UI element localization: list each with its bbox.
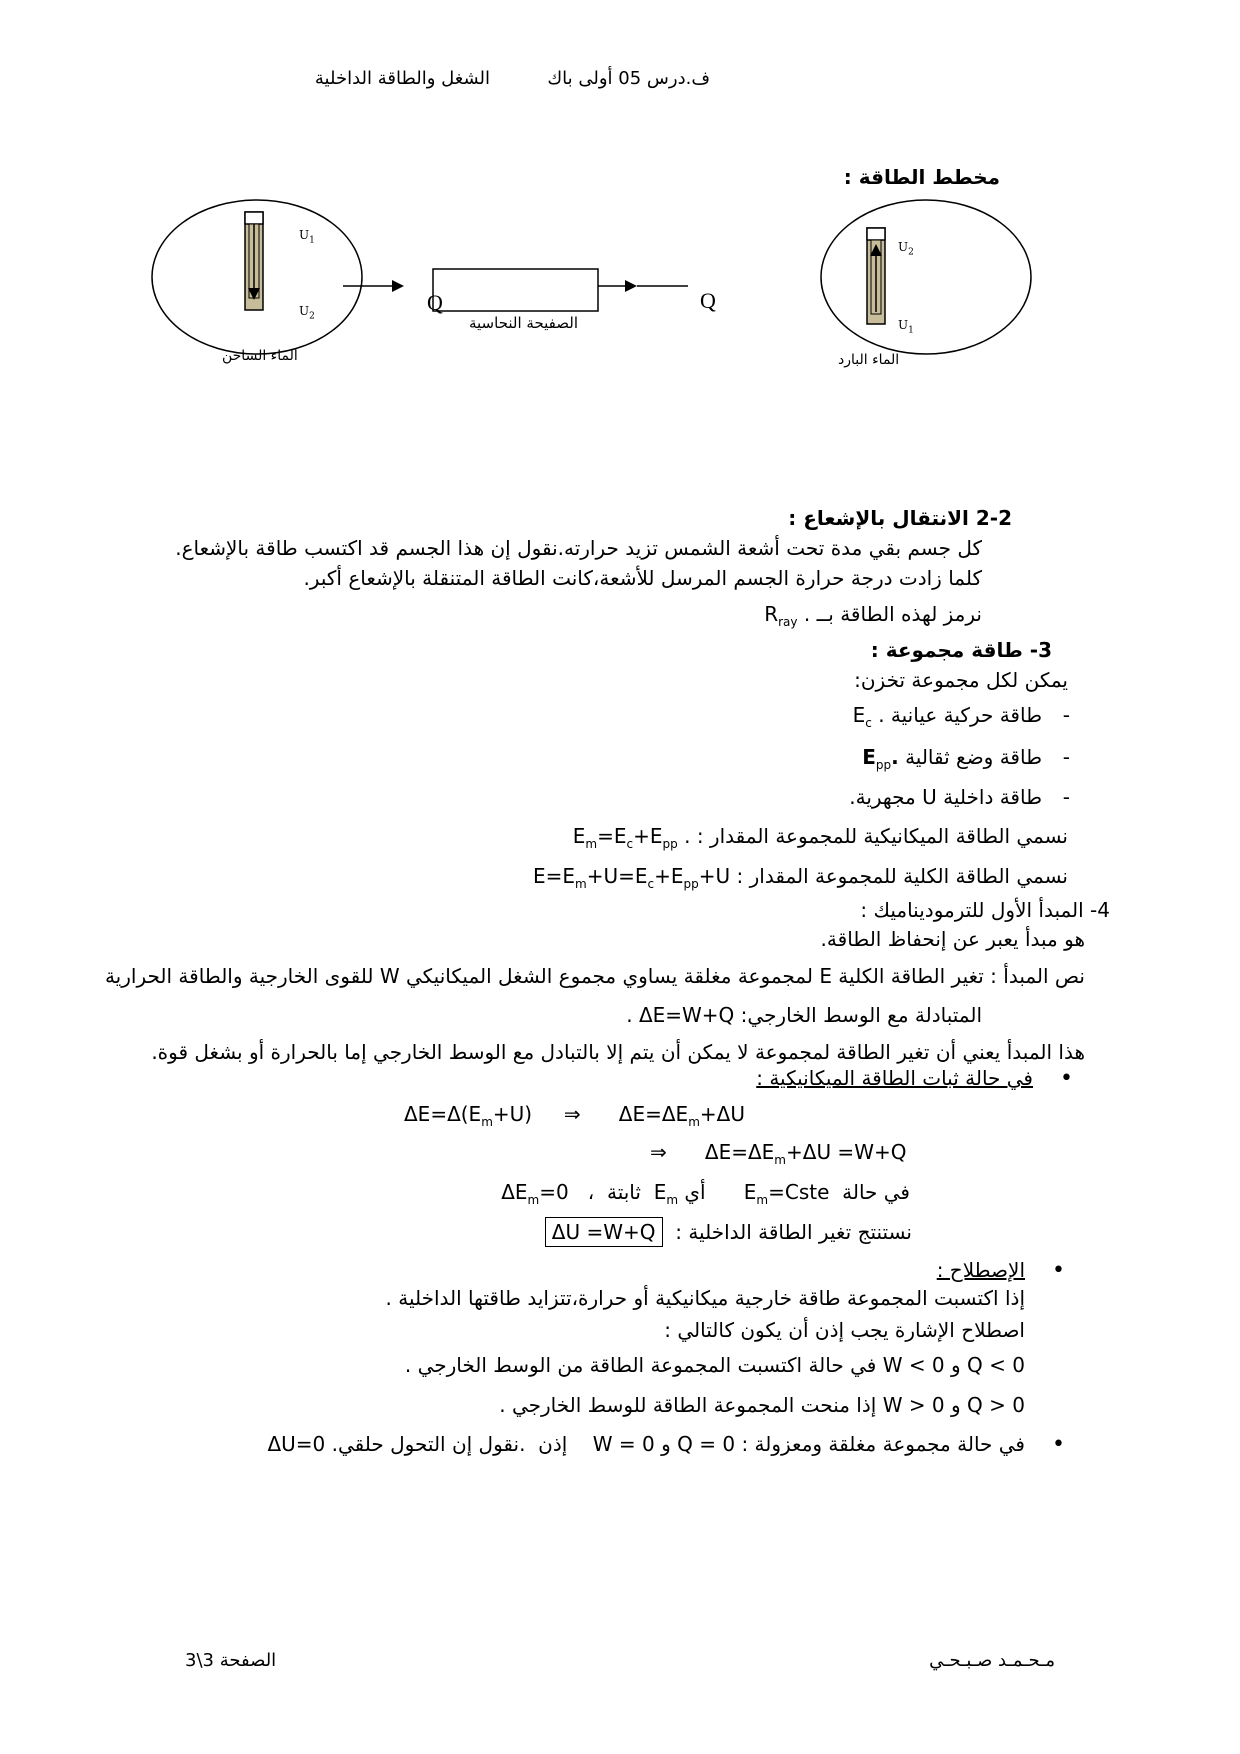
right-u-bottom: $U_1$ [898, 318, 914, 336]
s3-item3: - طاقة داخلية U مجهرية. [849, 785, 1042, 809]
header-title: الشغل والطاقة الداخلية [314, 68, 490, 89]
s3-total: نسمي الطاقة الكلية للمجموعة المقدار : $E=E_m+U=E_c+E_{pp}+U$ [532, 864, 1068, 891]
conv2: اصطلاح الإشارة يجب إذن أن يكون كالتالي : [664, 1318, 1025, 1342]
isolated: • في حالة مجموعة مغلقة ومعزولة : W = 0 و Q = 0 إذن ΔU=0 .نقول إن التحول حلقي. [267, 1432, 1025, 1456]
arrow-right-icon [625, 280, 637, 292]
header-course: ف.درس 05 أولى باك [547, 68, 710, 89]
energy-diagram-right [140, 190, 1080, 410]
conv1: إذا اكتسبت المجموعة طاقة خارجية ميكانيكية أو حرارة،تتزايد طاقتها الداخلية . [385, 1286, 1025, 1310]
s3-mech: نسمي الطاقة الميكانيكية للمجموعة المقدار : $E_m=E_c+E_{pp}$ . [572, 824, 1068, 851]
cold-label: الماء البارد [838, 352, 900, 368]
s22-title: 2-2 الانتقال بالإشعاع : [788, 506, 1012, 530]
arrow-right-icon [392, 280, 404, 292]
eq-1: $\Delta E=\Delta(E_m+U)$ ⇒ $\Delta E=\Delta E_m+\Delta U$ [404, 1102, 745, 1129]
s4-title: 4- المبدأ الأول للترموديناميك : [860, 898, 1110, 922]
s22-p1: كل جسم بقي مدة تحت أشعة الشمس تزيد حرارته.نقول إن هذا الجسم قد اكتسب طاقة بالإشعاع. [175, 536, 982, 560]
footer-page: الصفحة 3\3 [185, 1650, 277, 1671]
s3-item1: - طاقة حركية عيانية $E_c$ . [853, 703, 1042, 730]
s3-title: 3- طاقة مجموعة : [870, 638, 1052, 662]
s4-line1: هو مبدأ يعبر عن إنحفاظ الطاقة. [820, 927, 1085, 951]
diagram-heading: مخطط الطاقة : [843, 165, 1000, 189]
heat-left: Q [427, 290, 443, 315]
eq-conclusion: نستنتج تغير الطاقة الداخلية : ΔU =W+Q [545, 1220, 912, 1244]
hot-label: الماء الساخن [222, 348, 298, 364]
conv3: W < 0 و Q < 0 في حالة اكتسبت المجموعة الطاقة من الوسط الخارجي . [404, 1353, 1025, 1377]
s4-line4: هذا المبدأ يعني أن تغير الطاقة لمجموعة لا يمكن أن يتم إلا بالتبادل مع الوسط الخارجي إما بالحرارة أو بشغل قوة. [151, 1040, 1085, 1064]
s3-intro: يمكن لكل مجموعة تخزن: [854, 668, 1068, 692]
s22-p3: نرمز لهذه الطاقة بــ $R_{ray}$ . [764, 602, 982, 629]
left-u-bottom: $U_2$ [299, 304, 315, 322]
result-box: ΔU =W+Q [545, 1217, 663, 1247]
s3-item2: - طاقة وضع ثقالية $E_{pp}$. [862, 745, 1042, 772]
left-u-top: $U_1$ [299, 228, 315, 246]
right-u-top: $U_2$ [898, 240, 914, 258]
s4-line3: المتبادلة مع الوسط الخارجي: ΔE=W+Q . [626, 1003, 982, 1027]
copper-plate-box [433, 269, 598, 311]
convention-title: • الإصطلاح : [937, 1258, 1025, 1282]
s4-bullet1: • في حالة ثبات الطاقة الميكانيكية : [756, 1066, 1033, 1090]
conv4: W > 0 و Q > 0 إذا منحت المجموعة الطاقة للوسط الخارجي . [499, 1393, 1025, 1417]
s4-line2: نص المبدأ : تغير الطاقة الكلية E لمجموعة مغلقة يساوي مجموع الشغل الميكانيكي W للقوى الخارجية والطاقة الحرارية [104, 964, 1085, 988]
eq-2: ⇒ $\Delta E=\Delta E_m+\Delta U =W+Q$ [650, 1140, 907, 1167]
eq-case: في حالة $E_m=Cste$ أي $E_m$ ثابتة ، $\Delta E_m=0$ [501, 1180, 910, 1207]
s22-p2: كلما زادت درجة حرارة الجسم المرسل للأشعة،كانت الطاقة المتنقلة بالإشعاع أكبر. [303, 566, 982, 590]
heat-right: Q [700, 288, 716, 313]
footer-author: مـحـمـد صـبـحـي [929, 1650, 1055, 1671]
plate-label: الصفيحة النحاسية [468, 314, 578, 332]
